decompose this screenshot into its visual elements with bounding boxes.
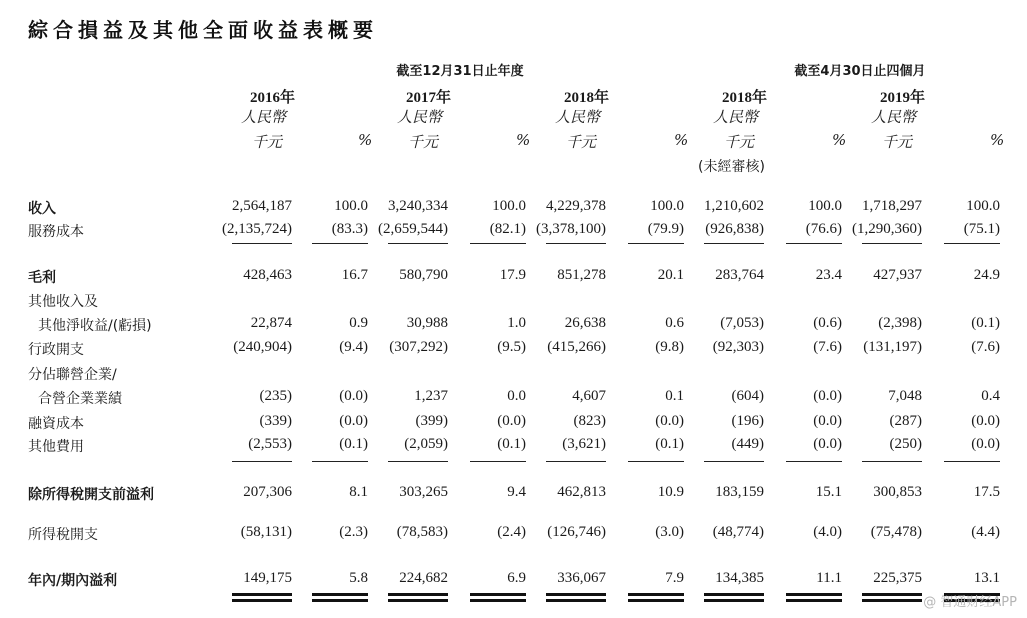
column-year-header: 2018年 bbox=[722, 90, 768, 106]
percent-cell: 100.0 bbox=[650, 198, 684, 214]
column-unit-currency: 人民幣 bbox=[240, 108, 286, 126]
amount-cell: 1,718,297 bbox=[862, 198, 922, 214]
percent-cell: 20.1 bbox=[657, 267, 684, 283]
subtotal-underline bbox=[546, 243, 606, 244]
total-double-underline bbox=[786, 593, 842, 596]
column-percent-header: % bbox=[516, 131, 531, 149]
percent-cell: 0.6 bbox=[665, 315, 684, 331]
percent-cell: 100.0 bbox=[808, 198, 842, 214]
total-double-underline bbox=[312, 599, 368, 602]
subtotal-underline bbox=[862, 461, 922, 462]
percent-cell: 8.1 bbox=[349, 484, 368, 500]
amount-cell: (3,621) bbox=[562, 436, 606, 452]
row-label: 所得稅開支 bbox=[28, 527, 98, 543]
amount-cell: 428,463 bbox=[243, 267, 292, 283]
column-unit-thousand: 千元 bbox=[565, 133, 596, 151]
percent-cell: (2.3) bbox=[339, 524, 368, 540]
amount-cell: 224,682 bbox=[399, 570, 448, 586]
amount-cell: 1,237 bbox=[414, 388, 448, 404]
percent-cell: (4.0) bbox=[813, 524, 842, 540]
amount-cell: (1,290,360) bbox=[852, 221, 922, 237]
subtotal-underline bbox=[628, 243, 684, 244]
page-title: 綜合損益及其他全面收益表概要 bbox=[28, 18, 378, 42]
amount-cell: (2,659,544) bbox=[378, 221, 448, 237]
subtotal-underline bbox=[388, 243, 448, 244]
amount-cell: (58,131) bbox=[240, 524, 292, 540]
column-unit-unaudited: (未經審核) bbox=[698, 159, 765, 175]
percent-cell: (0.0) bbox=[339, 413, 368, 429]
total-double-underline bbox=[704, 593, 764, 596]
amount-cell: (92,303) bbox=[712, 339, 764, 355]
amount-cell: (823) bbox=[573, 413, 606, 429]
percent-cell: (7.6) bbox=[971, 339, 1000, 355]
amount-cell: 134,385 bbox=[715, 570, 764, 586]
amount-cell: 207,306 bbox=[243, 484, 292, 500]
amount-cell: 427,937 bbox=[873, 267, 922, 283]
amount-cell: (339) bbox=[259, 413, 292, 429]
subtotal-underline bbox=[628, 461, 684, 462]
subtotal-underline bbox=[786, 243, 842, 244]
subtotal-underline bbox=[470, 243, 526, 244]
percent-cell: 0.4 bbox=[981, 388, 1000, 404]
amount-cell: 7,048 bbox=[888, 388, 922, 404]
percent-cell: (75.1) bbox=[963, 221, 1000, 237]
subtotal-underline bbox=[232, 461, 292, 462]
column-unit-currency: 人民幣 bbox=[396, 108, 442, 126]
amount-cell: 1,210,602 bbox=[704, 198, 764, 214]
percent-cell: (9.4) bbox=[339, 339, 368, 355]
amount-cell: 4,607 bbox=[572, 388, 606, 404]
column-percent-header: % bbox=[832, 131, 847, 149]
percent-cell: 0.9 bbox=[349, 315, 368, 331]
percent-cell: (0.0) bbox=[813, 436, 842, 452]
percent-cell: (82.1) bbox=[489, 221, 526, 237]
total-double-underline bbox=[312, 593, 368, 596]
subtotal-underline bbox=[944, 461, 1000, 462]
column-year-header: 2019年 bbox=[880, 90, 926, 106]
percent-cell: 100.0 bbox=[492, 198, 526, 214]
subtotal-underline bbox=[232, 243, 292, 244]
percent-cell: (0.0) bbox=[497, 413, 526, 429]
total-double-underline bbox=[470, 599, 526, 602]
amount-cell: (240,904) bbox=[233, 339, 292, 355]
amount-cell: (415,266) bbox=[547, 339, 606, 355]
percent-cell: (0.0) bbox=[339, 388, 368, 404]
amount-cell: (449) bbox=[731, 436, 764, 452]
amount-cell: 30,988 bbox=[406, 315, 448, 331]
percent-cell: (9.5) bbox=[497, 339, 526, 355]
group-header-full-year: 截至12月31日止年度 bbox=[396, 64, 524, 79]
percent-cell: 15.1 bbox=[815, 484, 842, 500]
amount-cell: (75,478) bbox=[870, 524, 922, 540]
total-double-underline bbox=[628, 593, 684, 596]
amount-cell: 3,240,334 bbox=[388, 198, 448, 214]
percent-cell: 1.0 bbox=[507, 315, 526, 331]
row-label: 融資成本 bbox=[28, 416, 84, 432]
amount-cell: (196) bbox=[731, 413, 764, 429]
percent-cell: 0.0 bbox=[507, 388, 526, 404]
column-unit-thousand: 千元 bbox=[881, 133, 912, 151]
column-unit-thousand: 千元 bbox=[723, 133, 754, 151]
amount-cell: (926,838) bbox=[705, 221, 764, 237]
percent-cell: (0.1) bbox=[339, 436, 368, 452]
row-label: 行政開支 bbox=[28, 342, 84, 358]
row-label: 服務成本 bbox=[28, 224, 84, 240]
amount-cell: (2,059) bbox=[404, 436, 448, 452]
percent-cell: (0.0) bbox=[971, 413, 1000, 429]
total-double-underline bbox=[862, 593, 922, 596]
amount-cell: 2,564,187 bbox=[232, 198, 292, 214]
amount-cell: 183,159 bbox=[715, 484, 764, 500]
percent-cell: 11.1 bbox=[816, 570, 842, 586]
subtotal-underline bbox=[312, 243, 368, 244]
amount-cell: 851,278 bbox=[557, 267, 606, 283]
subtotal-underline bbox=[470, 461, 526, 462]
total-double-underline bbox=[470, 593, 526, 596]
percent-cell: 6.9 bbox=[507, 570, 526, 586]
percent-cell: 0.1 bbox=[665, 388, 684, 404]
amount-cell: 303,265 bbox=[399, 484, 448, 500]
subtotal-underline bbox=[546, 461, 606, 462]
amount-cell: 22,874 bbox=[250, 315, 292, 331]
column-percent-header: % bbox=[990, 131, 1005, 149]
percent-cell: (0.0) bbox=[971, 436, 1000, 452]
amount-cell: 4,229,378 bbox=[546, 198, 606, 214]
total-double-underline bbox=[628, 599, 684, 602]
total-double-underline bbox=[862, 599, 922, 602]
amount-cell: 26,638 bbox=[564, 315, 606, 331]
amount-cell: 300,853 bbox=[873, 484, 922, 500]
percent-cell: 17.9 bbox=[499, 267, 526, 283]
amount-cell: (307,292) bbox=[389, 339, 448, 355]
percent-cell: 5.8 bbox=[349, 570, 368, 586]
row-label: 年內/期內溢利 bbox=[28, 573, 118, 589]
total-double-underline bbox=[232, 593, 292, 596]
column-unit-thousand: 千元 bbox=[407, 133, 438, 151]
percent-cell: 24.9 bbox=[973, 267, 1000, 283]
amount-cell: (399) bbox=[415, 413, 448, 429]
percent-cell: 23.4 bbox=[815, 267, 842, 283]
row-label: 分佔聯營企業/ bbox=[28, 367, 117, 383]
percent-cell: 100.0 bbox=[334, 198, 368, 214]
total-double-underline bbox=[546, 593, 606, 596]
amount-cell: (7,053) bbox=[720, 315, 764, 331]
column-year-header: 2017年 bbox=[406, 90, 452, 106]
percent-cell: 13.1 bbox=[973, 570, 1000, 586]
amount-cell: (2,135,724) bbox=[222, 221, 292, 237]
row-label: 除所得稅開支前溢利 bbox=[28, 487, 154, 503]
amount-cell: (126,746) bbox=[547, 524, 606, 540]
percent-cell: (7.6) bbox=[813, 339, 842, 355]
subtotal-underline bbox=[862, 243, 922, 244]
subtotal-underline bbox=[312, 461, 368, 462]
amount-cell: 336,067 bbox=[557, 570, 606, 586]
percent-cell: 10.9 bbox=[657, 484, 684, 500]
amount-cell: (3,378,100) bbox=[536, 221, 606, 237]
subtotal-underline bbox=[388, 461, 448, 462]
row-label: 其他費用 bbox=[28, 439, 84, 455]
percent-cell: 17.5 bbox=[973, 484, 1000, 500]
watermark: @ 智通财经APP bbox=[923, 595, 1017, 610]
amount-cell: (287) bbox=[889, 413, 922, 429]
row-label: 毛利 bbox=[28, 270, 56, 286]
percent-cell: (76.6) bbox=[805, 221, 842, 237]
amount-cell: (250) bbox=[889, 436, 922, 452]
percent-cell: 9.4 bbox=[507, 484, 526, 500]
total-double-underline bbox=[546, 599, 606, 602]
subtotal-underline bbox=[944, 243, 1000, 244]
row-label: 合營企業業績 bbox=[38, 391, 122, 407]
amount-cell: 149,175 bbox=[243, 570, 292, 586]
column-unit-thousand: 千元 bbox=[251, 133, 282, 151]
subtotal-underline bbox=[704, 461, 764, 462]
column-unit-currency: 人民幣 bbox=[870, 108, 916, 126]
percent-cell: (0.0) bbox=[813, 388, 842, 404]
column-unit-currency: 人民幣 bbox=[554, 108, 600, 126]
percent-cell: (79.9) bbox=[647, 221, 684, 237]
percent-cell: (0.1) bbox=[655, 436, 684, 452]
amount-cell: 283,764 bbox=[715, 267, 764, 283]
column-unit-currency: 人民幣 bbox=[712, 108, 758, 126]
amount-cell: (2,553) bbox=[248, 436, 292, 452]
percent-cell: (0.1) bbox=[497, 436, 526, 452]
amount-cell: (48,774) bbox=[712, 524, 764, 540]
total-double-underline bbox=[388, 593, 448, 596]
total-double-underline bbox=[786, 599, 842, 602]
total-double-underline bbox=[704, 599, 764, 602]
amount-cell: (604) bbox=[731, 388, 764, 404]
row-label: 收入 bbox=[28, 201, 56, 217]
percent-cell: 16.7 bbox=[341, 267, 368, 283]
percent-cell: (0.1) bbox=[971, 315, 1000, 331]
amount-cell: 462,813 bbox=[557, 484, 606, 500]
amount-cell: 580,790 bbox=[399, 267, 448, 283]
percent-cell: (0.0) bbox=[655, 413, 684, 429]
percent-cell: (0.6) bbox=[813, 315, 842, 331]
percent-cell: 7.9 bbox=[665, 570, 684, 586]
group-header-four-months: 截至4月30日止四個月 bbox=[794, 64, 926, 79]
percent-cell: (9.8) bbox=[655, 339, 684, 355]
amount-cell: (235) bbox=[259, 388, 292, 404]
column-year-header: 2016年 bbox=[250, 90, 296, 106]
row-label: 其他淨收益/(虧損) bbox=[38, 318, 152, 334]
percent-cell: (3.0) bbox=[655, 524, 684, 540]
amount-cell: (131,197) bbox=[863, 339, 922, 355]
subtotal-underline bbox=[704, 243, 764, 244]
column-percent-header: % bbox=[674, 131, 689, 149]
percent-cell: (83.3) bbox=[331, 221, 368, 237]
percent-cell: (2.4) bbox=[497, 524, 526, 540]
amount-cell: (78,583) bbox=[396, 524, 448, 540]
total-double-underline bbox=[232, 599, 292, 602]
subtotal-underline bbox=[786, 461, 842, 462]
column-percent-header: % bbox=[358, 131, 373, 149]
row-label: 其他收入及 bbox=[28, 294, 98, 310]
amount-cell: 225,375 bbox=[873, 570, 922, 586]
total-double-underline bbox=[388, 599, 448, 602]
percent-cell: (0.0) bbox=[813, 413, 842, 429]
column-year-header: 2018年 bbox=[564, 90, 610, 106]
percent-cell: 100.0 bbox=[966, 198, 1000, 214]
amount-cell: (2,398) bbox=[878, 315, 922, 331]
percent-cell: (4.4) bbox=[971, 524, 1000, 540]
